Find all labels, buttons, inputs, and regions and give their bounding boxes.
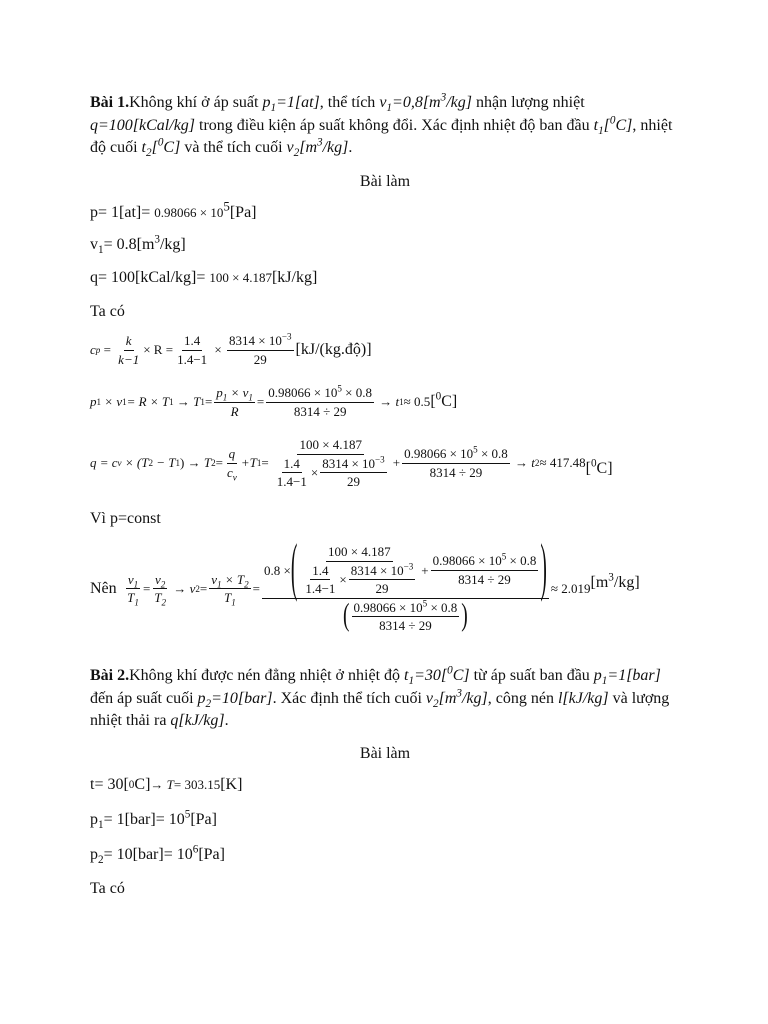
ta-co-2: Ta có bbox=[90, 880, 125, 897]
pressure-2-line: $p_2= 10[bar]= 10^6[Pa]$ bbox=[90, 843, 225, 867]
problem-1-text: Bài 1.Không khí ở áp suất $p_1=1[at]$, thể tích $v_1=0,8[m^3/kg]$ nhận lượng nhiệt q=100[kCal/kg] trong điều kiện áp suất không đổi. Xác định nhiệt độ ban đầu $t_1[^0C]$, nhiệt độ cuối $t_2[^0C]$ và thể tích cuối $v_2[m^3/kg]$. bbox=[90, 91, 673, 160]
problem-2-statement bbox=[90, 665, 680, 733]
temperature-line: t= 30[ 0 C] → T = 303.15 [K] bbox=[90, 776, 243, 793]
equation-v2: Nên $\frac{v_1}{T_1}$ = $\frac{v_2}{T_2}$ → v 2 = $\frac{v_1 \times T_2}{T_1}$ = 0.8 × ( 100 × 4.187 $\frac{1.4}{1.4-1}$ × $\frac{8314 \times 10^{-3}}{29}$ + $\frac{0.98066 \times 10^5 \times 0.8}{8314 \div 29}$ ) ( $\frac{0.98066 \times 10^5 \times 0.8}{8314 \div 29}$ ) ≈ 2.019 $[m^3/kg]$ bbox=[90, 534, 640, 634]
problem-2-text: Bài 2.Không khí được nén đẳng nhiệt ở nhiệt độ $t_1=30[^0C]$ từ áp suất ban đầu $p_1=1[bar]$ đến áp suất cuối $p_2=10[bar]$. Xác định thể tích cuối $v_2[m^3/kg]$, công nén l[kJ/kg] và lượng nhiệt thải ra q[kJ/kg]. bbox=[90, 664, 670, 729]
given-volume: $v_1= 0.8[m^3/kg]$ bbox=[90, 233, 186, 257]
given-pressure: $p= 1[at]= 0.98066 \times 10^5[Pa]$ bbox=[90, 198, 257, 221]
equation-t1: p 1 × v 1 = R × T 1 → T 1 = $\frac{p_1 \times v_1}{R}$ = $\frac{0.98066 \times 10^5 \times 0.8}{8314 \div 29}$ → t 1 ≈ 0.5 [$^0$C] bbox=[90, 383, 458, 419]
problem-2-label: Bài 2. bbox=[90, 667, 130, 684]
vi-p-const: Vì p=const bbox=[90, 510, 161, 527]
problem-1-statement bbox=[90, 92, 680, 160]
solution-title-2: Bài làm bbox=[359, 745, 411, 762]
ta-co-1: Ta có bbox=[90, 303, 125, 320]
given-heat: q= 100[kCal/kg]= 100 × 4.187[kJ/kg] bbox=[90, 269, 318, 286]
solution-title-1: Bài làm bbox=[359, 173, 411, 190]
equation-t2: q = c v × (T 2 − T 1 ) → T 2 = $\frac{q}{c_v}$ +T 1 = 100 × 4.187 $\frac{1.4}{1.4-1}$ × $\frac{8314 \times 10^{-3}}{29}$ + $\frac{0.98066 \times 10^5 \times 0.8}{8314 \div 29}$ → t 2 ≈ 417.48 [$^0$C] bbox=[90, 437, 613, 490]
pressure-1-line: $p_1= 1[bar]= 10^5[Pa]$ bbox=[90, 808, 217, 832]
equation-cp: c p = $\frac{k}{k-1}$ × R = $\frac{1.4}{1.4-1}$ × $\frac{8314 \times 10^{-3}}{29}$ [kJ/(kg.độ)] bbox=[90, 331, 372, 367]
problem-1-label: Bài 1. bbox=[90, 94, 130, 111]
